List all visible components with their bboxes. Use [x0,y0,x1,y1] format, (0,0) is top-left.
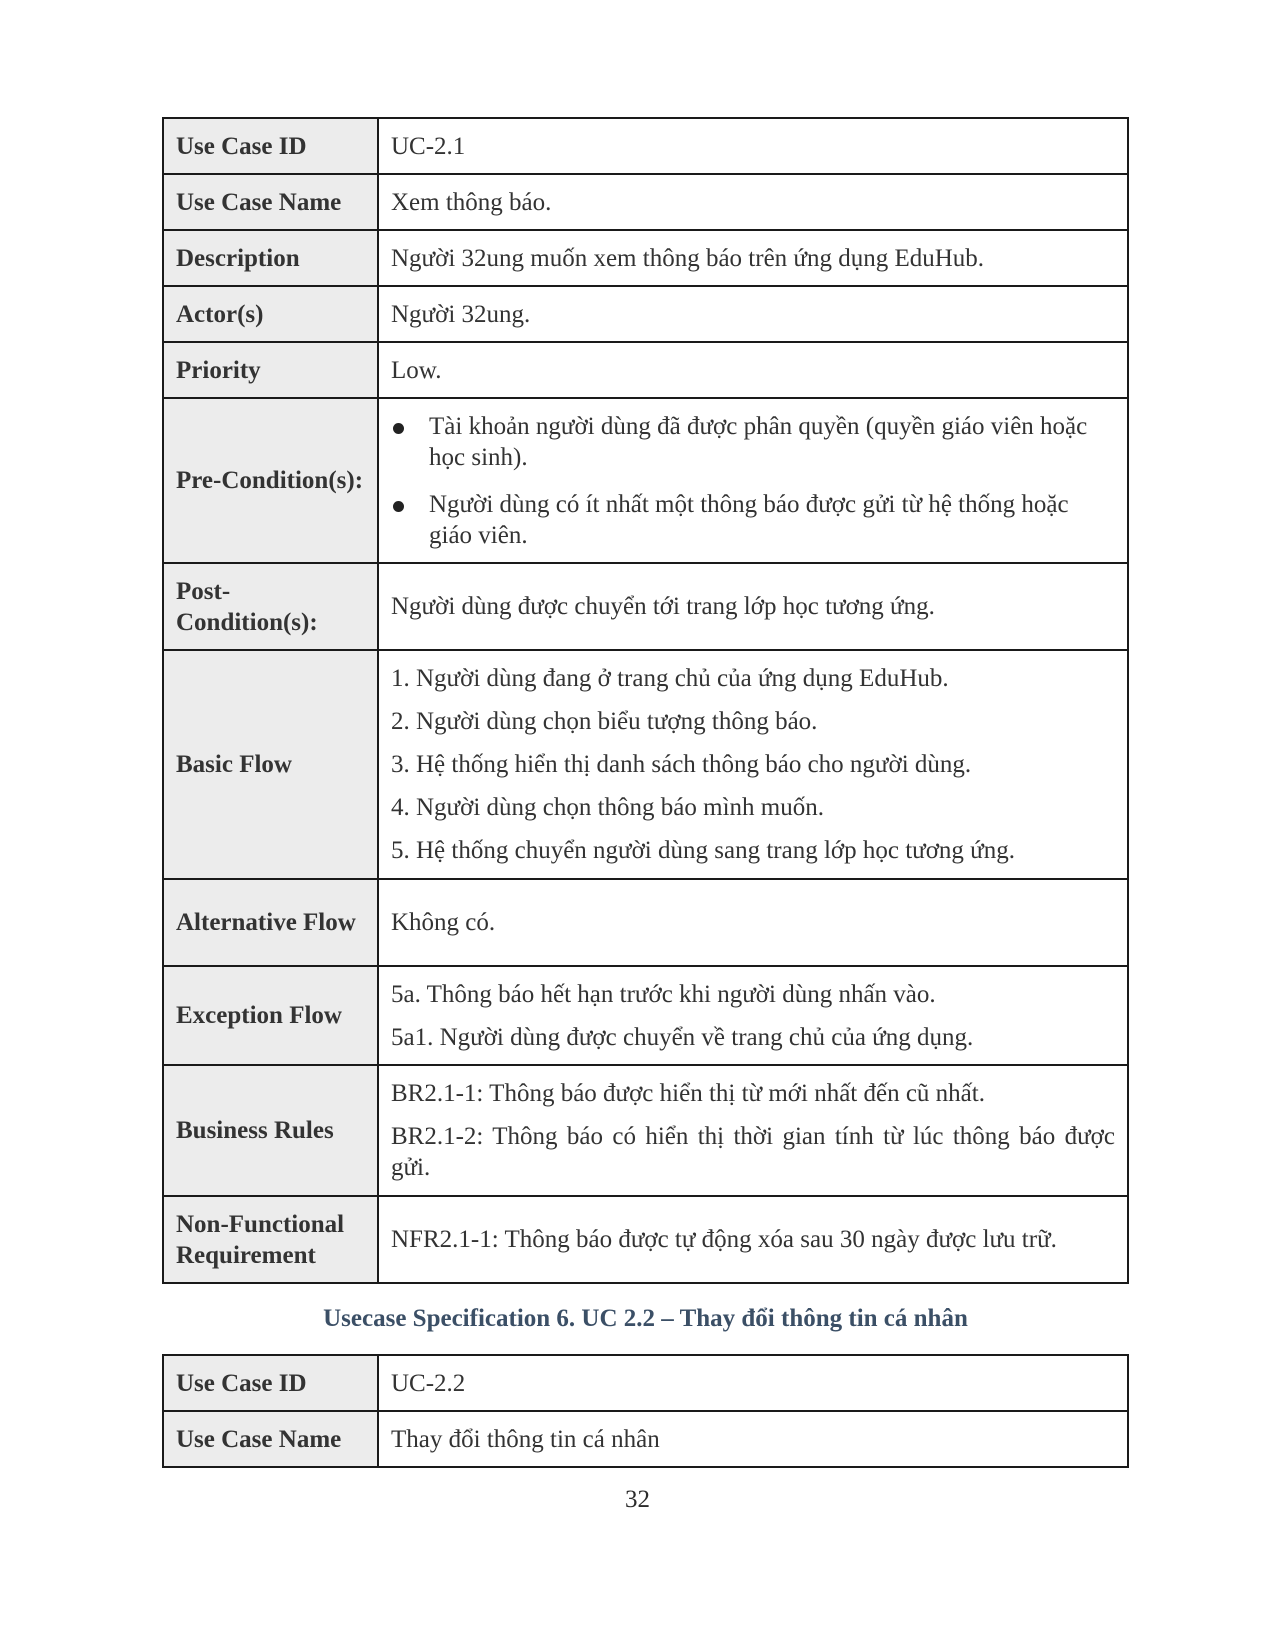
row-value: Low. [378,342,1128,398]
row-value: Xem thông báo. [378,174,1128,230]
row-label: Post-Condition(s): [163,563,378,650]
row-value: UC-2.1 [378,118,1128,174]
row-label: Business Rules [163,1065,378,1196]
row-value: Người 32ung muốn xem thông báo trên ứng dụng EduHub. [378,230,1128,286]
table-row-actors [163,286,1128,342]
list-item: 3. Hệ thống hiển thị danh sách thông báo cho người dùng. [391,751,972,778]
list-item-text: Tài khoản người dùng đã được phân quyền (quyền giáo viên hoặc học sinh). [429,412,1088,471]
row-label: Description [163,230,378,286]
row-label: Pre-Condition(s): [163,398,378,563]
bullet-list [391,411,1115,551]
table-row-business-rules [163,1065,1128,1196]
row-value: Thay đổi thông tin cá nhân [378,1411,1128,1467]
table-row-priority [163,342,1128,398]
table-row-description [163,230,1128,286]
row-value: Người dùng được chuyển tới trang lớp học tương ứng. [378,563,1128,650]
list-item: 5. Hệ thống chuyển người dùng sang trang lớp học tương ứng. [391,837,1015,864]
table-row-alternative-flow [163,879,1128,966]
list-item: 4. Người dùng chọn thông báo mình muốn. [391,794,824,821]
list-item-text: Người dùng có ít nhất một thông báo được gửi từ hệ thống hoặc giáo viên. [429,490,1069,549]
table-row-post-conditions [163,563,1128,650]
row-label: Alternative Flow [163,879,378,966]
list-item: 5a1. Người dùng được chuyển về trang chủ của ứng dụng. [391,1023,974,1051]
row-label: Priority [163,342,378,398]
row-value: UC-2.2 [378,1355,1128,1411]
table-row-basic-flow [163,650,1128,879]
row-label: Non-Functional Requirement [163,1196,378,1283]
row-value: Không có. [378,879,1128,966]
list-item [391,411,1115,473]
flow-steps [391,663,1115,866]
table-caption: Usecase Specification 6. UC 2.2 – Thay đổi thông tin cá nhân [323,1305,968,1332]
use-case-table-uc-2-2 [162,1354,1129,1468]
bullet-icon [393,423,404,434]
table-row-use-case-id [163,118,1128,174]
row-value [378,650,1128,879]
table-row-pre-conditions [163,398,1128,563]
list-item: 2. Người dùng chọn biểu tượng thông báo. [391,708,818,735]
row-value: Người 32ung. [378,286,1128,342]
table-row-exception-flow [163,966,1128,1065]
page-number: 32 [625,1486,650,1513]
row-label: Use Case Name [163,1411,378,1467]
row-label: Actor(s) [163,286,378,342]
row-value: NFR2.1-1: Thông báo được tự động xóa sau 30 ngày được lưu trữ. [378,1196,1128,1283]
table-row-non-functional-requirement [163,1196,1128,1283]
row-label: Use Case ID [163,118,378,174]
bullet-icon [393,501,404,512]
table-row-use-case-id [163,1355,1128,1411]
list-item: BR2.1-1: Thông báo được hiển thị từ mới nhất đến cũ nhất. [391,1080,985,1107]
flow-steps [391,979,1115,1053]
list-item: BR2.1-2: Thông báo có hiển thị thời gian tính từ lúc thông báo được gửi. [391,1123,1115,1181]
table-row-use-case-name [163,174,1128,230]
row-value [378,966,1128,1065]
list-item: 1. Người dùng đang ở trang chủ của ứng dụng EduHub. [391,665,949,692]
row-label: Use Case ID [163,1355,378,1411]
use-case-table-uc-2-1 [162,117,1129,1284]
row-label: Basic Flow [163,650,378,879]
row-label: Exception Flow [163,966,378,1065]
rules-list [391,1078,1115,1183]
row-label: Use Case Name [163,174,378,230]
row-value [378,398,1128,563]
row-value [378,1065,1128,1196]
list-item [391,489,1115,551]
table-row-use-case-name [163,1411,1128,1467]
list-item: 5a. Thông báo hết hạn trước khi người dùng nhấn vào. [391,980,936,1008]
